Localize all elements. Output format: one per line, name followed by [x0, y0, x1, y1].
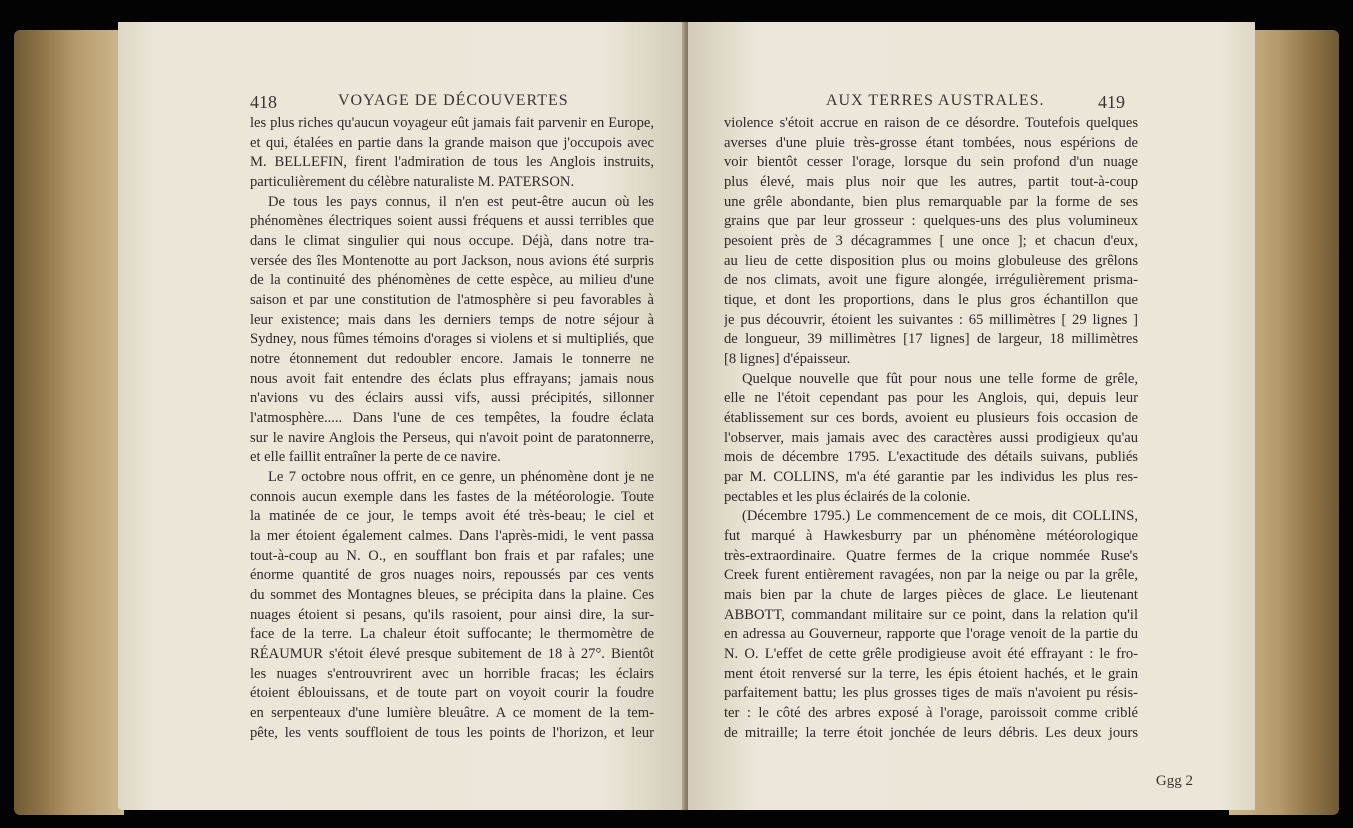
- left-page: [118, 22, 686, 810]
- text-line: très-extraordinaire. Quatre fermes de la crique nommée Ruse's: [724, 547, 1138, 564]
- text-line: au lieu de cette disposition plus ou moins globuleuse des grêlons: [724, 252, 1138, 269]
- text-line: face de la terre. La chaleur étoit suffocante; le thermomètre de: [250, 626, 654, 643]
- text-line: Quelque nouvelle que fût pour nous une telle forme de grêle,: [742, 370, 1138, 387]
- text-line: pête, les vents souffloient de tous les points de l'horizon, et leur: [250, 724, 654, 741]
- page-number: 418: [250, 92, 277, 112]
- page-text: [250, 114, 654, 744]
- text-line: l'observer, mais jamais avec des caractères aussi prodigieux qu'au: [724, 429, 1138, 446]
- text-line: étoient éblouissans, et de toute part on voyoit courir la foudre: [250, 685, 654, 702]
- text-line: particulièrement du célèbre naturaliste M. PATERSON.: [250, 174, 575, 191]
- text-line: et elle faillit entraîner la perte de ce navire.: [250, 449, 501, 466]
- text-line: nous avoit fait entendre des éclats plus effrayans; jamais nous: [250, 370, 654, 387]
- text-line: voir bientôt cesser l'orage, lorsque du sein profond d'un nuage: [724, 154, 1138, 171]
- text-line: connois aucun exemple dans les fastes de la météorologie. Toute: [250, 488, 654, 505]
- text-line: les nuages s'entrouvrirent avec un horrible fracas; les éclairs: [250, 665, 654, 682]
- text-line: dans le climat singulier qui nous occupe. Déjà, dans notre tra-: [250, 233, 654, 250]
- text-line: tique, et dont les proportions, dans le plus gros échantillon que: [724, 292, 1138, 309]
- text-line: N. O. L'effet de cette grêle prodigieuse avoit été effrayant : le fro-: [724, 646, 1138, 663]
- text-line: averses d'une pluie très-grosse étant tombées, nous espérions de: [724, 134, 1138, 151]
- text-line: de mitraille; la terre étoit jonchée de leurs débris. Les deux jours: [724, 724, 1138, 741]
- text-line: ment étoit renversé sur la terre, les épis étoient hachés, et le grain: [724, 665, 1138, 682]
- text-line: par M. COLLINS, m'a été garantie par les individus les plus res-: [724, 469, 1138, 486]
- text-line: RÉAUMUR s'étoit élevé presque subitement de 18 à 27°. Bientôt: [250, 646, 654, 663]
- text-line: phénomènes électriques soient aussi fréquens et aussi terribles que: [250, 213, 654, 230]
- book-edge-left: [14, 30, 124, 815]
- text-line: saison et par une constitution de l'atmosphère si peu favorables à: [250, 292, 654, 309]
- text-line: je pus découvrir, étoient les suivantes : 65 millimètres [ 29 lignes ]: [724, 311, 1138, 328]
- text-line: De tous les pays connus, il n'en est peut-être aucun où les: [268, 193, 654, 210]
- text-line: sur le navire Anglois the Perseus, qui n'avoit point de paratonnerre,: [250, 429, 654, 446]
- text-line: n'avions vu des éclairs aussi vifs, aussi précipités, sillonner: [250, 390, 654, 407]
- text-line: Sydney, nous fûmes témoins d'orages si violens et si multipliés, que: [250, 331, 654, 348]
- text-line: énorme quantité de gros nuages noirs, repoussés par ces vents: [250, 567, 654, 584]
- text-line: de nos climats, avoit une figure alongée, irrégulièrement prisma-: [724, 272, 1138, 289]
- text-line: violence s'étoit accrue en raison de ce désordre. Toutefois quelques: [724, 115, 1138, 131]
- text-line: elle ne l'étoit cependant pas pour les Anglois, qui, depuis leur: [724, 390, 1138, 407]
- text-line: mais bien par la chute de larges pièces de glace. Le lieutenant: [724, 587, 1138, 604]
- text-line: en adressa au Gouverneur, rapporte que l'orage venoit de la partie du: [724, 626, 1138, 643]
- text-line: parfaitement battu; les plus grosses tiges de maïs n'avoient pu résis-: [724, 685, 1138, 702]
- running-head: AUX TERRES AUSTRALES.: [826, 92, 1045, 109]
- text-line: pectables et les plus éclairés de la colonie.: [724, 488, 971, 505]
- signature-mark: Ggg 2: [1155, 773, 1193, 789]
- right-page: [688, 22, 1255, 810]
- running-head: VOYAGE DE DÉCOUVERTES: [338, 92, 569, 109]
- text-line: notre étonnement dut redoubler encore. Jamais le tonnerre ne: [250, 351, 654, 368]
- text-line: mois de décembre 1795. L'exactitude des détails suivans, publiés: [724, 449, 1138, 466]
- page-text: [724, 114, 1138, 744]
- text-line: Creek furent entièrement ravagées, non par la neige ou par la grêle,: [724, 567, 1138, 584]
- text-line: établissement sur ces bords, avoient eu plusieurs fois occasion de: [724, 410, 1138, 427]
- text-line: du sommet des Montagnes bleues, se précipita dans la plaine. Ces: [250, 587, 654, 604]
- text-line: les plus riches qu'aucun voyageur eût jamais fait parvenir en Europe,: [250, 115, 654, 131]
- text-line: la matinée de ce jour, le temps avoit été très-beau; le ciel et: [250, 508, 654, 525]
- text-line: de longueur, 39 millimètres [17 lignes] de largeur, 18 millimètres: [724, 331, 1138, 348]
- text-line: pesoient près de 3 décagrammes [ une once ]; et chacun d'eux,: [724, 233, 1138, 250]
- text-line: grains que par leur grosseur : quelques-uns des plus volumineux: [724, 213, 1138, 230]
- text-line: une grêle abondante, bien plus remarquable par la forme de ses: [724, 193, 1138, 210]
- text-line: ABBOTT, commandant militaire sur ce point, dans la relation qu'il: [724, 606, 1138, 623]
- text-line: nuages étoient si pesans, qu'ils rasoient, pour ainsi dire, la sur-: [250, 606, 654, 623]
- text-line: plus élevé, mais plus noir que les autres, partit tout-à-coup: [724, 174, 1138, 191]
- text-line: ter : le côté des arbres exposé à l'orage, paroissoit comme criblé: [724, 705, 1138, 722]
- text-line: et qui, étalées en partie dans la grande maison que j'occupois avec: [250, 134, 654, 151]
- text-line: la mer étoient également calmes. Dans l'après-midi, le vent passa: [250, 528, 654, 545]
- text-line: fut marqué à Hawkesburry par un phénomène météorologique: [724, 528, 1138, 545]
- text-line: l'atmosphère..... Dans l'une de ces tempêtes, la foudre éclata: [250, 410, 654, 427]
- text-line: tout-à-coup au N. O., en soufflant bon frais et par rafales; une: [250, 547, 654, 564]
- text-line: versée des îles Montenotte au port Jackson, nous avions été surpris: [250, 252, 654, 269]
- text-line: Le 7 octobre nous offrit, en ce genre, un phénomène dont je ne: [268, 469, 654, 486]
- text-line: de la continuité des phénomènes de cette espèce, au milieu d'une: [250, 272, 654, 289]
- text-line: leur existence; mais dans les derniers temps de notre séjour à: [250, 311, 654, 328]
- text-line: [8 lignes] d'épaisseur.: [724, 351, 851, 368]
- page-number: 419: [1098, 92, 1125, 112]
- text-line: M. BELLEFIN, firent l'admiration de tous les Anglois instruits,: [250, 154, 654, 171]
- text-line: (Décembre 1795.) Le commencement de ce mois, dit COLLINS,: [742, 508, 1138, 525]
- text-line: en serpenteaux d'une lumière bleuâtre. A ce moment de la tem-: [250, 705, 654, 722]
